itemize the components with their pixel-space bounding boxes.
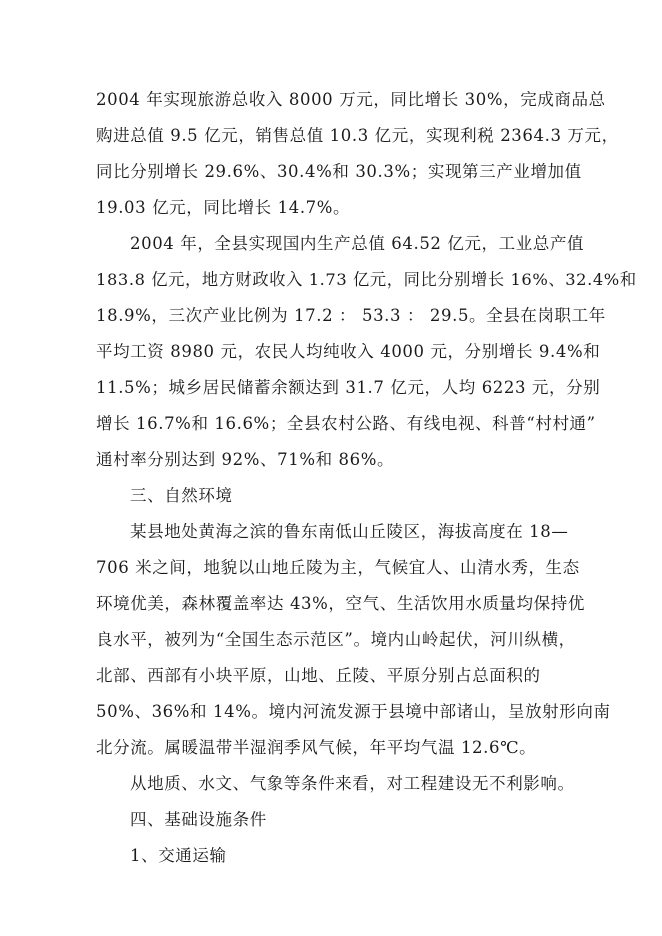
text-line: 2004 年实现旅游总收入 8000 万元，同比增长 30%，完成商品总 bbox=[96, 90, 606, 109]
text-line: 183.8 亿元，地方财政收入 1.73 亿元，同比分别增长 16%、32.4%和 bbox=[96, 270, 637, 289]
text-line: 北分流。属暖温带半湿润季风气候，年平均气温 12.6℃。 bbox=[96, 738, 537, 757]
text-line: 购进总值 9.5 亿元，销售总值 10.3 亿元，实现利税 2364.3 万元， bbox=[96, 126, 619, 145]
subsection-heading: 1、交通运输 bbox=[130, 846, 227, 865]
section-heading: 三、自然环境 bbox=[130, 486, 233, 505]
text-line: 706 米之间，地貌以山地丘陵为主，气候宜人、山清水秀，生态 bbox=[96, 558, 580, 577]
text-line: 环境优美，森林覆盖率达 43%，空气、生活饮用水质量均保持优 bbox=[96, 594, 585, 613]
text-line: 50%、36%和 14%。境内河流发源于县境中部诸山，呈放射形向南 bbox=[96, 702, 611, 721]
text-line: 11.5%；城乡居民储蓄余额达到 31.7 亿元，人均 6223 元，分别 bbox=[96, 378, 601, 397]
text-line: 增长 16.7%和 16.6%；全县农村公路、有线电视、科普“村村通” bbox=[96, 414, 596, 433]
paragraph-start-line: 从地质、水文、气象等条件来看，对工程建设无不利影响。 bbox=[130, 774, 575, 793]
text-line: 通村率分别达到 92%、71%和 86%。 bbox=[96, 450, 395, 469]
text-line: 19.03 亿元，同比增长 14.7%。 bbox=[96, 198, 351, 217]
text-line: 良水平，被列为“全国生态示范区”。境内山岭起伏，河川纵横， bbox=[96, 630, 576, 649]
section-heading: 四、基础设施条件 bbox=[130, 810, 267, 829]
paragraph-start-line: 2004 年，全县实现国内生产总值 64.52 亿元，工业总产值 bbox=[130, 234, 585, 253]
text-line: 18.9%，三次产业比例为 17.2 ： 53.3 ： 29.5。全县在岗职工年 bbox=[96, 306, 606, 325]
text-line: 平均工资 8980 元，农民人均纯收入 4000 元，分别增长 9.4%和 bbox=[96, 342, 601, 361]
text-line: 北部、西部有小块平原，山地、丘陵、平原分别占总面积的 bbox=[96, 666, 541, 685]
text-line: 同比分别增长 29.6%、30.4%和 30.3%；实现第三产业增加值 bbox=[96, 162, 582, 181]
paragraph-start-line: 某县地处黄海之滨的鲁东南低山丘陵区，海拔高度在 18— bbox=[130, 522, 569, 541]
